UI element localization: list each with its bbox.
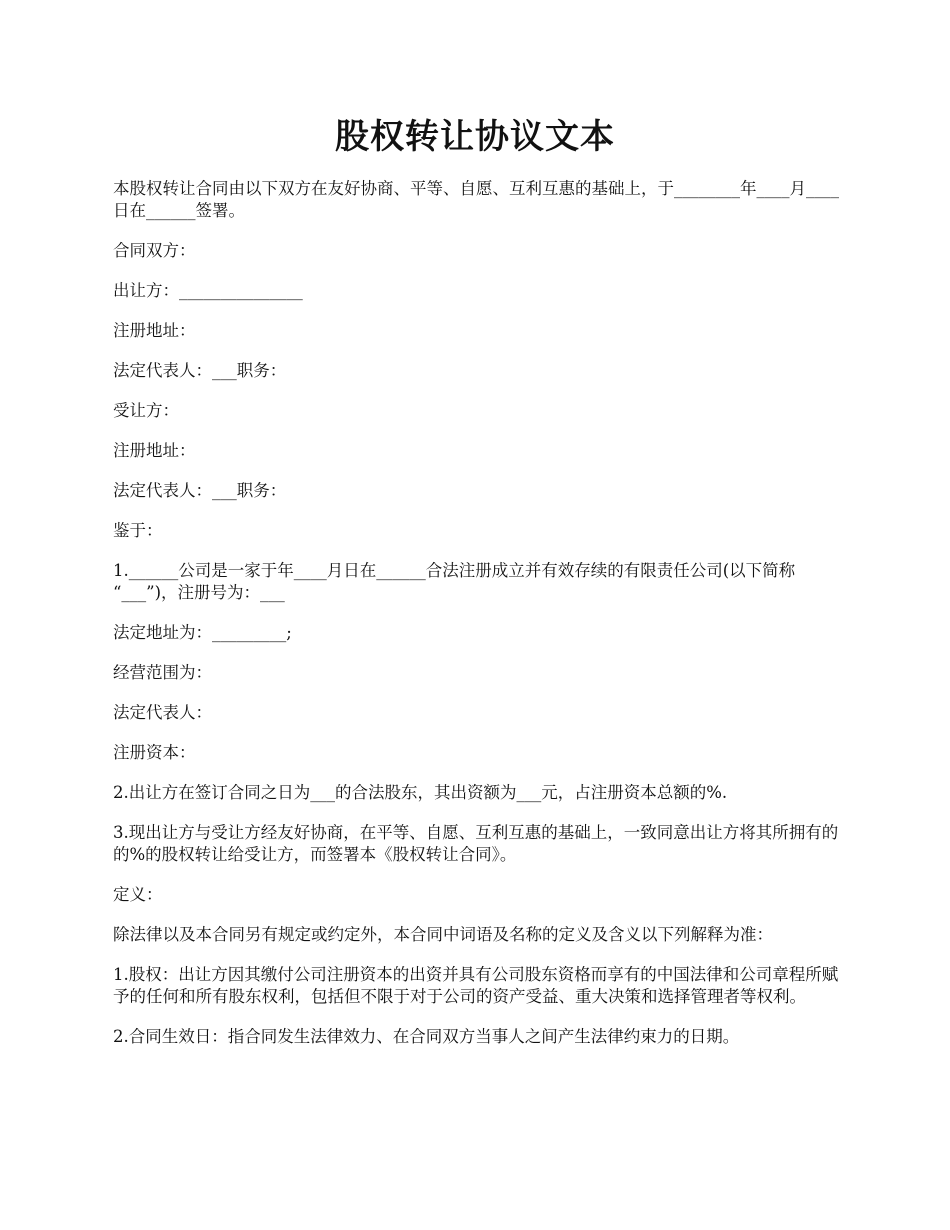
- paragraph-whereas-2: 2.出让方在签订合同之日为___的合法股东，其出资额为___元，占注册资本总额的%.: [113, 783, 728, 802]
- paragraph-transferee: 受让方：: [113, 401, 179, 420]
- paragraph-registered-capital: 注册资本：: [113, 743, 196, 762]
- paragraph-transferor-address: 注册地址：: [113, 321, 196, 340]
- paragraph-definitions-heading: 定义：: [113, 885, 163, 904]
- document-body: [113, 178, 853, 1066]
- paragraph-parties-heading: 合同双方：: [113, 241, 196, 260]
- paragraph-intro: 本股权转让合同由以下双方在友好协商、平等、自愿、互利互惠的基础上，于________年____月____日在______签署。: [113, 179, 839, 220]
- paragraph-company-representative: 法定代表人：: [113, 703, 212, 722]
- paragraph-definition-equity: 1.股权：出让方因其缴付公司注册资本的出资并具有公司股东资格而享有的中国法律和公司章程所赋予的任何和所有股东权利，包括但不限于对于公司的资产受益、重大决策和选择管理者等权利。: [113, 965, 839, 1006]
- paragraph-transferee-representative: 法定代表人：___职务：: [113, 481, 287, 500]
- paragraph-transferor-representative: 法定代表人：___职务：: [113, 361, 287, 380]
- paragraph-definition-effective-date: 2.合同生效日：指合同发生法律效力、在合同双方当事人之间产生法律约束力的日期。: [113, 1027, 740, 1046]
- paragraph-whereas-1: 1.______公司是一家于年____月日在______合法注册成立并有效存续的有限责任公司(以下简称 “___”)，注册号为：___: [113, 561, 796, 602]
- paragraph-whereas-3: 3.现出让方与受让方经友好协商，在平等、自愿、互利互惠的基础上，一致同意出让方将其所拥有的的%的股权转让给受让方，而签署本《股权转让合同》。: [113, 823, 839, 864]
- paragraph-legal-address: 法定地址为：_________;: [113, 623, 292, 642]
- paragraph-transferee-address: 注册地址：: [113, 441, 196, 460]
- document-title: 股权转让协议文本: [335, 117, 615, 157]
- paragraph-definitions-intro: 除法律以及本合同另有规定或约定外，本合同中词语及名称的定义及含义以下列解释为准：: [113, 925, 773, 944]
- paragraph-whereas-heading: 鉴于：: [113, 521, 163, 540]
- paragraph-transferor: 出让方：_______________: [113, 281, 303, 300]
- paragraph-business-scope: 经营范围为：: [113, 663, 212, 682]
